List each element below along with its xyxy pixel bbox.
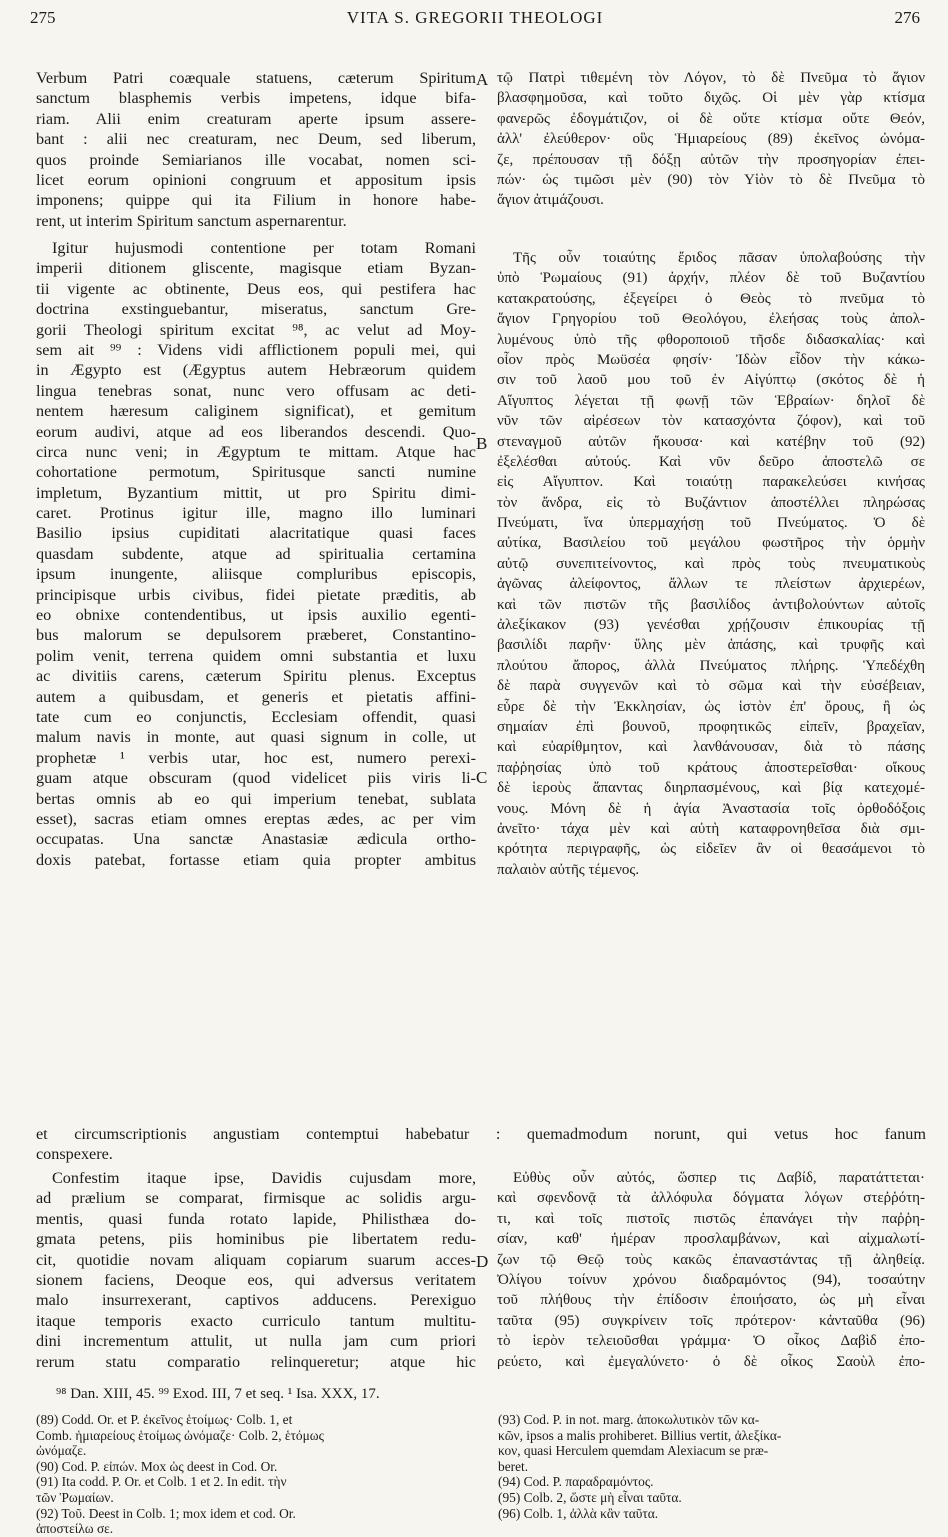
greek-line: ζε, πρέπουσαν τῇ δόξῃ αὐτῶν τὴν προσηγορίαν ἐπει- (497, 151, 925, 168)
latin-line: mentis, quasi funda rotato lapide, Philisthæa do- (36, 1209, 476, 1228)
latin-line: bus malorum se depulsorem præberet, Constantino- (36, 626, 476, 645)
footnote-line: (93) Cod. P. in not. marg. ἀποκωλυτικὸν τῶν κα- (498, 1412, 760, 1427)
greek-line: τι, καὶ τοῖς πιστοῖς πιστῶς ἐπανάγει τὴν παῤῥη- (497, 1210, 925, 1227)
greek-line: καὶ τῶν πιστῶν τῆς βασιλίδος ἀντιβολούντων αὐτοῖς (497, 596, 925, 613)
greek-line: καὶ σφενδονᾷ τὰ ἀλλόφυλα δόγματα λόγων στεῤῥότη- (497, 1190, 925, 1207)
latin-line: Confestim itaque ipse, Davidis cujusdam more, (52, 1169, 476, 1187)
greek-line: εὗρε δὲ τὴν Ἐκκλησίαν, ὡς ἱστὸν ἐπ' ὄρους, ἢ ὡς (497, 698, 925, 715)
greek-line: τὸ ἱερὸν τελειοῦσθαι γράμμα· Ὁ οἶκος Δαβὶδ ἐπο- (497, 1333, 925, 1350)
latin-line: sionem faciens, Deoque eos, qui adversus veritatem (36, 1270, 476, 1289)
latin-line: dini incrementum attulit, ut nulla jam cum priori (36, 1332, 476, 1351)
latin-line: quasdam subdente, atque ad spiritualia certamina (36, 544, 476, 563)
greek-column-bottom (497, 1168, 925, 1372)
footnotes-right (498, 1412, 926, 1521)
greek-line: παλαιὸν αὐτῆς τέμενος. (497, 861, 640, 878)
greek-line: ρεύετο, καὶ ἐμεγαλύνετο· ὁ δὲ οἶκος Σαοὺλ ἐπο- (497, 1353, 925, 1370)
margin-marker-d: D (476, 1252, 489, 1271)
greek-line: Πνεύματι, ἵνα ὑπερμαχήσῃ τοῦ Πνεύματος. Ὁ δὲ (497, 515, 925, 532)
latin-line: Igitur hujusmodi contentione per totam Romani (52, 239, 476, 257)
greek-line: καὶ εὐαρίθμητον, καὶ λανθάνουσαν, διὰ τὸ πάσης (497, 739, 925, 756)
greek-line: Ὀλίγου τοίνυν χρόνου διαδραμόντος (94), τοσαύτην (497, 1271, 925, 1288)
latin-line: tii vigente ac obtinente, Deus eos, qui pestifera hac (36, 279, 476, 298)
greek-line: τὸν ἄνδρα, εἰς τὸ Βυζάντιον ἀποστέλλει πληρώσας (497, 494, 925, 511)
footnotes-left (36, 1412, 476, 1537)
margin-marker-c: C (476, 768, 488, 787)
greek-line: τῷ Πατρὶ τιθεμένη τὸν Λόγον, τὸ δὲ Πνεῦμα τὸ ἅγιον (497, 70, 925, 86)
footnote-line: (96) Colb. 1, ἀλλὰ κἂν ταῦτα. (498, 1505, 659, 1521)
latin-line: bertas omnis ab eo qui imperium tenebat, sublata (36, 789, 476, 808)
greek-line: αὐτῷ συνεπιτείνοντος, καὶ πρὸς τοὺς πνευματικοὺς (497, 555, 925, 572)
running-header (30, 8, 920, 36)
latin-line: malum navis in monte, aut quasi signum in colle, ut (36, 728, 476, 747)
margin-marker-a: A (476, 70, 489, 89)
greek-line: σημαίαν ἐπὶ βουνοῦ, προφητικῶς εἰπεῖν, βραχεῖαν, (497, 718, 925, 735)
greek-line: στεναγμοῦ αὐτῶν ἤκουσα· καὶ κατέβην τοῦ (92) (497, 433, 925, 450)
footnote-line: ἀποστείλω σε. (36, 1521, 114, 1537)
latin-line: guam atque obscuram (quod videlicet piis viris li- (36, 769, 476, 788)
greek-line: κρότητα περιγραφῆς, ὡς εἰδεῖεν ἂν οἱ θεασάμενοι τὸ (497, 841, 925, 858)
greek-line: ἀλλ' ἐλεύθερον· οὓς Ἡμιαρείους (89) ἐκεῖνος ὠνόμα- (497, 131, 925, 148)
greek-line: ἀλεξίκακον (93) γενέσθαι χρῄζουσιν ἐπικουρίας τῇ (497, 617, 925, 634)
greek-line: αὐτίκα, Βασιλείου τοῦ μεγάλου φωστῆρος τὴν ὁρμὴν (497, 535, 925, 552)
greek-line: κατακρατούσης, ἐξεγείρει ὁ Θεὸς τὸ πνεῦμα τὸ (497, 290, 925, 307)
greek-line: νους. Μόνη δὲ ἡ ἁγία Ἀναστασία τοῖς ὀρθοδόξοις (497, 800, 925, 817)
full-width-line-2: conspexere. (36, 1145, 113, 1163)
latin-line: impletum, Byzantium mittit, ut pro Spiritu dimi- (36, 483, 476, 502)
margin-marker-b: B (476, 434, 488, 453)
greek-line: ὑπὸ Ῥωμαίους (91) ἀρχήν, πλέον δὲ τοῦ Βυζαντίου (497, 270, 925, 287)
footnote-line: (89) Codd. Or. et P. ἐκεῖνος ἑτοίμως· Colb. 1, et (36, 1412, 293, 1427)
page-number-left: 275 (30, 8, 56, 27)
latin-line: occupatas. Una sanctæ Anastasiæ ædicula ortho- (36, 830, 476, 849)
latin-line: quos proinde Semiarianos ille vocabat, nomen sci- (36, 150, 476, 169)
latin-line: prophetæ ¹ verbis utar, hoc est, numero perexi- (36, 748, 476, 767)
latin-line: caret. Protinus igitur ille, magno illo luminari (36, 504, 476, 523)
latin-line: imperii ditionem gliscente, magisque etiam Byzan- (36, 259, 476, 278)
greek-line: ἀνεῖτο· τάχα μὲν καὶ αὐτὴ καταφρονηθεῖσα διὰ σμι- (497, 820, 925, 837)
latin-line: ac divitiis carens, cæterum Spiritu plenus. Exceptus (36, 667, 476, 686)
latin-line: esset), sacras etiam omnes ereptas ædes, ac per vim (36, 809, 476, 828)
greek-line: ἅγιον Γρηγορίου τοῦ Θεολόγου, ἐλεήσας τοὺς ἀπολ- (497, 311, 925, 328)
latin-line: riam. Alii enim creaturam aperte ipsum assere- (36, 109, 476, 128)
greek-line: ἀγῶνας ἀλείφοντος, ἄλλων τε πλείστων ἀρχιερέων, (497, 576, 925, 593)
latin-line: autem a quibusdam, et generis et pietatis affini- (36, 687, 476, 706)
greek-line: πών· ὡς τιμῶσι μὲν (90) τὸν Υἱὸν τὸ δὲ Πνεῦμα τὸ (497, 171, 925, 188)
greek-line: λυμένους ὑπὸ τῆς φθοροποιοῦ τῆσδε διδασκαλίας· καὶ (497, 331, 925, 348)
greek-line: οἷον πρὸς Μωϋσέα φησίν· Ἰδὼν εἶδον τὴν κάκω- (497, 351, 925, 368)
latin-line: gmata petens, piis hominibus pie libertatem redu- (36, 1230, 476, 1249)
latin-line: eo obnixe contendentibus, ut ipsis auxilio egenti- (36, 606, 476, 625)
greek-line: παῤῥησίας ὑπὸ τοῦ κράτους ἀποστερεῖσθαι· οἴκους (497, 759, 925, 776)
latin-line: polim venit, terrena quidem omni substantia et luxu (36, 646, 476, 665)
footnote-line: Comb. ἡμιαρείους ἑτοίμως ὠνόμαζε· Colb. 2, ἑτόμως (36, 1427, 324, 1443)
greek-line: βλασφημοῦσα, καὶ τοῦτο διχῶς. Οἱ μὲν γὰρ κτίσμα (497, 90, 925, 107)
running-title: VITA S. GREGORII THEOLOGI (346, 8, 604, 27)
latin-line: in Ægypto est (Ægyptus autem Hebræorum quidem (36, 361, 476, 380)
greek-line: νῦν τῶν αἱρέσεων τὸν κατασχόντα ζόφον), καὶ τοῦ (497, 413, 925, 430)
greek-line: ἐξελέσθαι αὐτούς. Καὶ νῦν δεῦρο ἀποστελῶ σε (497, 453, 925, 470)
footnote-line: (92) Τοῦ. Deest in Colb. 1; mox idem et cod. Or. (36, 1505, 296, 1521)
greek-line: πλούτου ἄπορος, ἀλλὰ Πνεύματος πλήρης. Ὑπεδέχθη (497, 657, 925, 674)
greek-line: Αἴγυπτος λέγεται τῇ φωνῇ τῶν Ἑβραίων· δηλοῖ δὲ (497, 392, 925, 409)
latin-line: nentem hæresum caliginem significat), et gemitum (36, 402, 476, 421)
footnote-line: (90) Cod. P. εἰπών. Mox ὡς deest in Cod. Or. (36, 1458, 278, 1474)
greek-line: τοῦ πλήθους τὴν ἐπίδοσιν ἐποιήσατο, ὡς μὴ εἶναι (497, 1292, 925, 1309)
greek-line: Τῆς οὖν τοιαύτης ἔριδος πᾶσαν ὑπολαβούσης τὴν (513, 250, 925, 266)
latin-line: itaque temporis exacto curriculo tantum multitu- (36, 1311, 476, 1330)
latin-line: principisque urbis civibus, fidei pietate præditis, ab (36, 585, 476, 604)
footnote-line: κῶν, ipsos a malis prohiberet. Billius vertit, ἀλεξίκα- (498, 1427, 782, 1443)
latin-line: Basilio ipsius cupiditati alacritatique quasi faces (36, 524, 476, 543)
footnote-line: ὠνόμαζε. (36, 1443, 87, 1459)
footnote-line: (91) Ita codd. P. Or. et Colb. 1 et 2. In edit. τὴν (36, 1474, 287, 1490)
footnote-line: beret. (498, 1458, 529, 1474)
footnote-line: κον, quasi Herculem quemdam Alexiacum se præ- (498, 1443, 769, 1459)
scripture-references: ⁹⁸ Dan. XIII, 45. ⁹⁹ Exod. III, 7 et seq. ¹ Isa. XXX, 17. (56, 1386, 380, 1402)
greek-column-top (497, 68, 925, 211)
footnote-line: (95) Colb. 2, ὥστε μὴ εἶναι ταῦτα. (498, 1489, 682, 1505)
latin-line: licet eorum opinioni congruum et appositum ipsis (36, 170, 476, 189)
latin-line: ad prælium se comparat, firmisque ac solidis argu- (36, 1189, 476, 1208)
latin-line: Verbum Patri coæquale statuens, cæterum Spiritum (36, 69, 476, 87)
latin-line: imponens; quippe qui ita Filium in honore habe- (36, 191, 476, 210)
greek-column-middle (497, 248, 925, 880)
greek-line: σιν τοῦ λαοῦ μου τοῦ ἐν Αἰγύπτῳ (σκότος δὲ ἡ (497, 372, 925, 389)
greek-line: δὲ παρὰ συγγενῶν καὶ τὸ σῶμα καὶ τὴν εὐσέβειαν, (497, 678, 925, 695)
latin-line: malo insurrexerant, captivos adducens. Perexiguo (36, 1291, 476, 1310)
greek-line: εἰς Αἴγυπτον. Καὶ τοιαύτῃ παρακελεύσει κινήσας (497, 474, 925, 491)
greek-line: ταῦτα (95) συγκρίνειν τοῖς πρότερον· κἀνταῦθα (96) (497, 1312, 925, 1329)
greek-line: δὲ ἱεροὺς ἅπαντας διηρπασμένους, καὶ βίᾳ κατεχομέ- (497, 780, 925, 797)
footnote-line: (94) Cod. P. παραδραμόντος. (498, 1474, 654, 1490)
greek-line: ἅγιον ἀτιμάζουσι. (497, 192, 604, 209)
latin-line: doctrina exstinguebantur, miseratus, sanctum Gre- (36, 300, 476, 319)
greek-line: φανερῶς ἐδογμάτιζον, οἱ δὲ οὔτε κτίσμα οὔτε Θεόν, (497, 110, 925, 127)
greek-line: ζων τῷ Θεῷ τοὺς κακῶς ἐπαναστάντας τῇ ἀληθείᾳ. (497, 1251, 925, 1268)
page-number-right: 276 (894, 8, 920, 27)
latin-line: doxis patebat, fortasse etiam quia propter ambitus (36, 850, 476, 869)
latin-line: tate cum eo conjunctis, Ecclesiam offendit, quasi (36, 707, 476, 726)
greek-line: σίαν, καθ' ἡμέραν προσλαμβάνων, καὶ αἰχμαλωτί- (497, 1231, 925, 1248)
latin-line: bant : alii nec creaturam, nec Deum, sed liberum, (36, 130, 476, 149)
latin-line: cit, quotidie novam aliquam copiarum suarum acces- (36, 1250, 476, 1269)
latin-line: gorii Theologi spiritum excitat ⁹⁸, ac velut ad Moy- (36, 320, 476, 339)
latin-line: sanctum blasphemis verbis impetens, idque bifa- (36, 89, 476, 108)
latin-line: cohortatione permotum, Spiritusque sancti numine (36, 463, 476, 482)
greek-line: Εὐθὺς οὖν αὐτός, ὥσπερ τις Δαβίδ, παρατάττεται· (513, 1170, 925, 1186)
full-width-line-1: et circumscriptionis angustiam contemptui habebatur : quemadmodum norunt, qui vetus hoc fanum (36, 1125, 926, 1143)
greek-line: βασιλίδι παρῆν· ὕλης μὲν ἁπάσης, καὶ τρυφῆς καὶ (497, 637, 925, 654)
footnote-line: τῶν Ῥωμαίων. (36, 1489, 114, 1505)
latin-column-top (36, 68, 476, 231)
latin-line: rent, ut interim Spiritum sanctum aspernarentur. (36, 211, 347, 230)
latin-line: ipsum inungente, aliisque compluribus episcopis, (36, 565, 476, 584)
latin-line: circa nunc veni; in Ægyptum te mittam. Atque hac (36, 442, 476, 461)
latin-line: lingua tenebras sonat, nunc vero offusam ac deti- (36, 381, 476, 400)
latin-line: eorum audivi, atque ad eos liberandos descendi. Quo- (36, 422, 476, 441)
latin-line: sem ait ⁹⁹ : Videns vidi afflictionem populi mei, qui (36, 340, 476, 359)
latin-column-bottom (36, 1168, 476, 1372)
latin-column-middle (36, 238, 476, 870)
latin-line: rerum statu comparatio relinqueretur; atque hic (36, 1352, 476, 1371)
